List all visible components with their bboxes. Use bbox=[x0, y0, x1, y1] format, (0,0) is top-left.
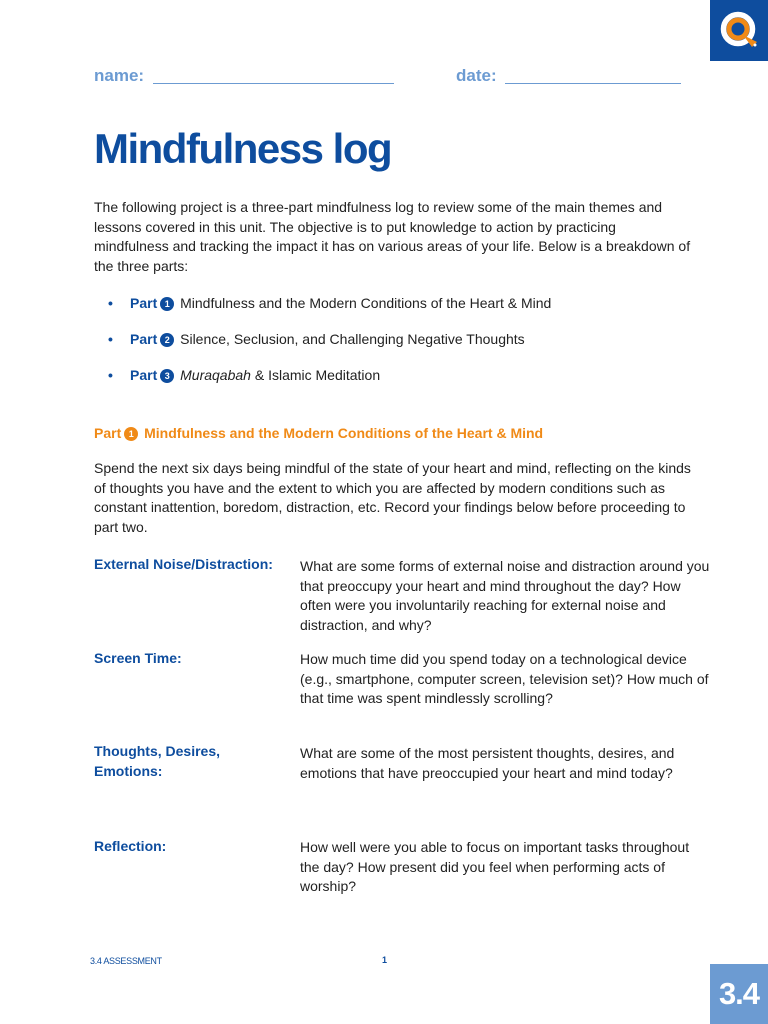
number-badge: 1 bbox=[160, 297, 174, 311]
row-label-screen-time: Screen Time: bbox=[94, 650, 182, 666]
q-search-logo-icon bbox=[719, 9, 761, 53]
bullet: • bbox=[108, 367, 113, 383]
number-badge: 3 bbox=[160, 369, 174, 383]
name-label: name: bbox=[94, 66, 145, 85]
number-badge: 2 bbox=[160, 333, 174, 347]
section-heading-part-1 bbox=[94, 425, 543, 441]
row-text-thoughts: What are some of the most persistent thoughts, desires, and emotions that have preoccupied your heart and mind today? bbox=[300, 745, 675, 781]
date-label: date: bbox=[456, 66, 497, 85]
row-label-reflection: Reflection: bbox=[94, 838, 167, 854]
part-label: Part bbox=[130, 295, 158, 311]
part-label: Part bbox=[130, 367, 158, 383]
date-field[interactable] bbox=[505, 83, 681, 84]
list-item-part-3 bbox=[108, 367, 380, 383]
footer-assessment-label: 3.4 ASSESSMENT bbox=[90, 956, 162, 966]
logo bbox=[710, 0, 768, 61]
list-item-part-1 bbox=[108, 295, 551, 311]
row-text-screen-time: How much time did you spend today on a technological device (e.g., smartphone, computer screen, television set)? How much of that time was spent mindlessly scrolling? bbox=[300, 651, 709, 707]
intro-paragraph: The following project is a three-part mindfulness log to review some of the main themes and lessons covered in this unit. The objective is to put knowledge to action by practicing mindfulness and tracking the impact it has on various areas of your life. Below is a breakdown of the three parts: bbox=[94, 199, 691, 275]
section-body: Spend the next six days being mindful of the state of your heart and mind, reflecting on the kinds of thoughts you have and the extent to which you are affected by modern conditions such as constant inattention, boredom, distraction, etc. Record your findings below before proceeding to part two. bbox=[94, 460, 691, 536]
part-title: Mindfulness and the Modern Conditions of the Heart & Mind bbox=[180, 295, 552, 311]
section-part-label: Part bbox=[94, 425, 122, 441]
name-field[interactable] bbox=[153, 83, 394, 84]
part-title: Silence, Seclusion, and Challenging Negative Thoughts bbox=[180, 331, 525, 347]
part-title-italic: Muraqabah bbox=[180, 367, 251, 383]
page-number: 1 bbox=[382, 955, 388, 965]
section-badge: 3.4 bbox=[710, 964, 768, 1024]
number-badge: 1 bbox=[124, 427, 138, 441]
row-label-external-noise: External Noise/Distraction: bbox=[94, 556, 273, 572]
row-text-external-noise: What are some forms of external noise and distraction around you that preoccupy your heart and mind throughout the day? How often were you involuntarily reaching for external noise and distraction, and why? bbox=[300, 558, 710, 634]
bullet: • bbox=[108, 295, 113, 311]
list-item-part-2 bbox=[108, 331, 525, 347]
row-text-reflection: How well were you able to focus on important tasks throughout the day? How present did you feel when performing acts of worship? bbox=[300, 839, 690, 895]
bullet: • bbox=[108, 331, 113, 347]
part-title: & Islamic Meditation bbox=[254, 367, 381, 383]
part-label: Part bbox=[130, 331, 158, 347]
page-title: Mindfulness log bbox=[94, 125, 392, 172]
row-label-thoughts: Thoughts, Desires, Emotions: bbox=[94, 743, 221, 779]
section-title: Mindfulness and the Modern Conditions of the Heart & Mind bbox=[144, 425, 544, 441]
